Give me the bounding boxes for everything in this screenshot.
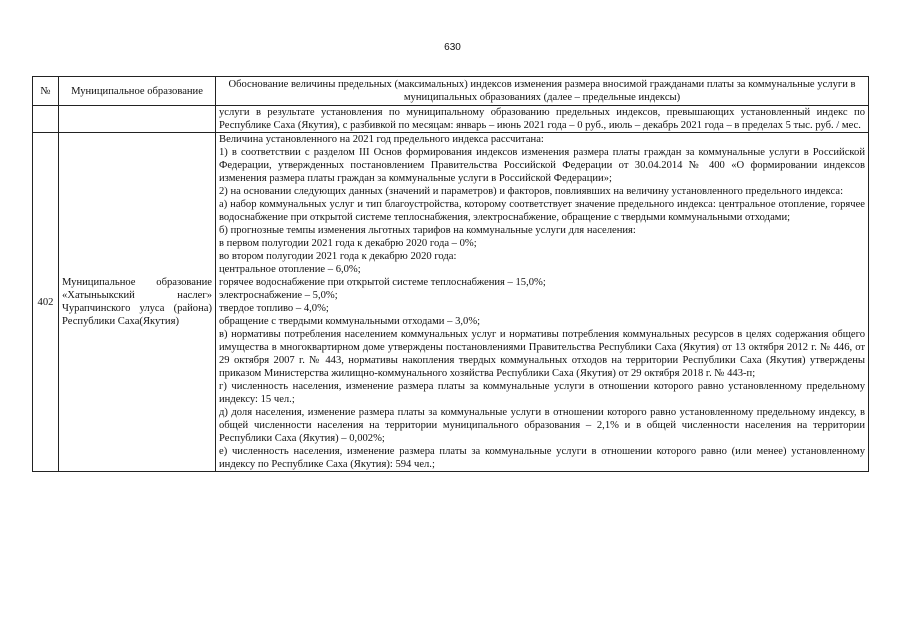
header-justification: Обоснование величины предельных (максимальных) индексов изменения размера вносимой гражданами платы за коммунальные услуги в муниципальных образованиях (далее – предельные индексы): [216, 77, 869, 106]
table-header-row: [33, 77, 869, 106]
paragraph-electricity: электроснабжение – 5,0%;: [219, 290, 338, 301]
paragraph-solid-fuel: твердое топливо – 4,0%;: [219, 303, 329, 314]
paragraph-2: 2) на основании следующих данных (значений и параметров) и факторов, повлиявших на величину установленного предельного индекса:: [219, 186, 844, 197]
paragraph-intro: Величина установленного на 2021 год предельного индекса рассчитана:: [219, 134, 544, 145]
paragraph-h1: в первом полугодии 2021 года к декабрю 2020 года – 0%;: [219, 238, 477, 249]
header-municipality: Муниципальное образование: [59, 77, 216, 106]
continuation-row: [33, 106, 869, 133]
paragraph-2e: е) численность населения, изменение размера платы за коммунальные услуги в отношении которого равно (или менее) установленному индексу по Республике Саха (Якутия): 594 чел.;: [219, 446, 865, 470]
continuation-text: услуги в результате установления по муниципальному образованию предельных индексов, превышающих установленный индекс по Республике Саха (Якутия), с разбивкой по месяцам: январь – июнь 2021 года – 0 руб., июль – декабрь 2021 года – в пределах 5 тыс. руб. / мес.: [216, 106, 869, 133]
paragraph-h2: во втором полугодии 2021 года к декабрю 2020 года:: [219, 251, 457, 262]
paragraph-2g: г) численность населения, изменение размера платы за коммунальные услуги в отношении которого равно установленному предельному индексу: 15 чел.;: [219, 381, 865, 405]
row-municipality: Муниципальное образование «Хатыньыкский наслег» Чурапчинского улуса (района) Республики Саха(Якутия): [59, 133, 216, 472]
page-number: 630: [444, 42, 461, 53]
paragraph-heating: центральное отопление – 6,0%;: [219, 264, 361, 275]
paragraph-2v: в) нормативы потребления населением коммунальных услуг и нормативы потребления коммунальных ресурсов в целях содержания общего имущества в многоквартирном доме утверждены постановлениями Правительства Республики Саха (Якутия) от 13 октября 2012 г. № 446, от 29 октября 2007 г. № 443, нормативы накопления твердых коммунальных отходов на территории Республики Саха (Якутия) утверждены приказом Министерства жилищно-коммунального хозяйства Республики Саха (Якутия) от 29 октября 2018 г. № 443-п;: [219, 329, 865, 379]
header-number: №: [33, 77, 59, 106]
row-number: 402: [33, 133, 59, 472]
paragraph-hot-water: горячее водоснабжение при открытой системе теплоснабжения – 15,0%;: [219, 277, 546, 288]
paragraph-2b: б) прогнозные темпы изменения льготных тарифов на коммунальные услуги для населения:: [219, 225, 636, 236]
continuation-municipality-cell: [59, 106, 216, 133]
continuation-number-cell: [33, 106, 59, 133]
paragraph-1: 1) в соответствии с разделом III Основ формирования индексов изменения размера платы граждан за коммунальные услуги в Российской Федерации, утвержденных постановлением Правительства Российской Федерации от 30.04.2014 № 400 «О формировании индексов изменения размера платы граждан за коммунальные услуги в Российской Федерации»;: [219, 147, 865, 184]
index-justification-table: [32, 76, 869, 472]
paragraph-waste: обращение с твердыми коммунальными отходами – 3,0%;: [219, 316, 481, 327]
row-justification: [216, 133, 869, 472]
table-row: [33, 133, 869, 472]
paragraph-2d: д) доля населения, изменение размера платы за коммунальные услуги в отношении которого равно установленному предельному индексу, в общей численности населения на территории муниципального образования – 2,1% и в общей численности населения на территории Республики Саха (Якутия) – 0,002%;: [219, 407, 865, 444]
paragraph-2a: а) набор коммунальных услуг и тип благоустройства, которому соответствует значение предельного индекса: центральное отопление, горячее водоснабжение при открытой системе теплоснабжения, электроснабжение, обращение с твердыми коммунальными отходами;: [219, 199, 865, 223]
